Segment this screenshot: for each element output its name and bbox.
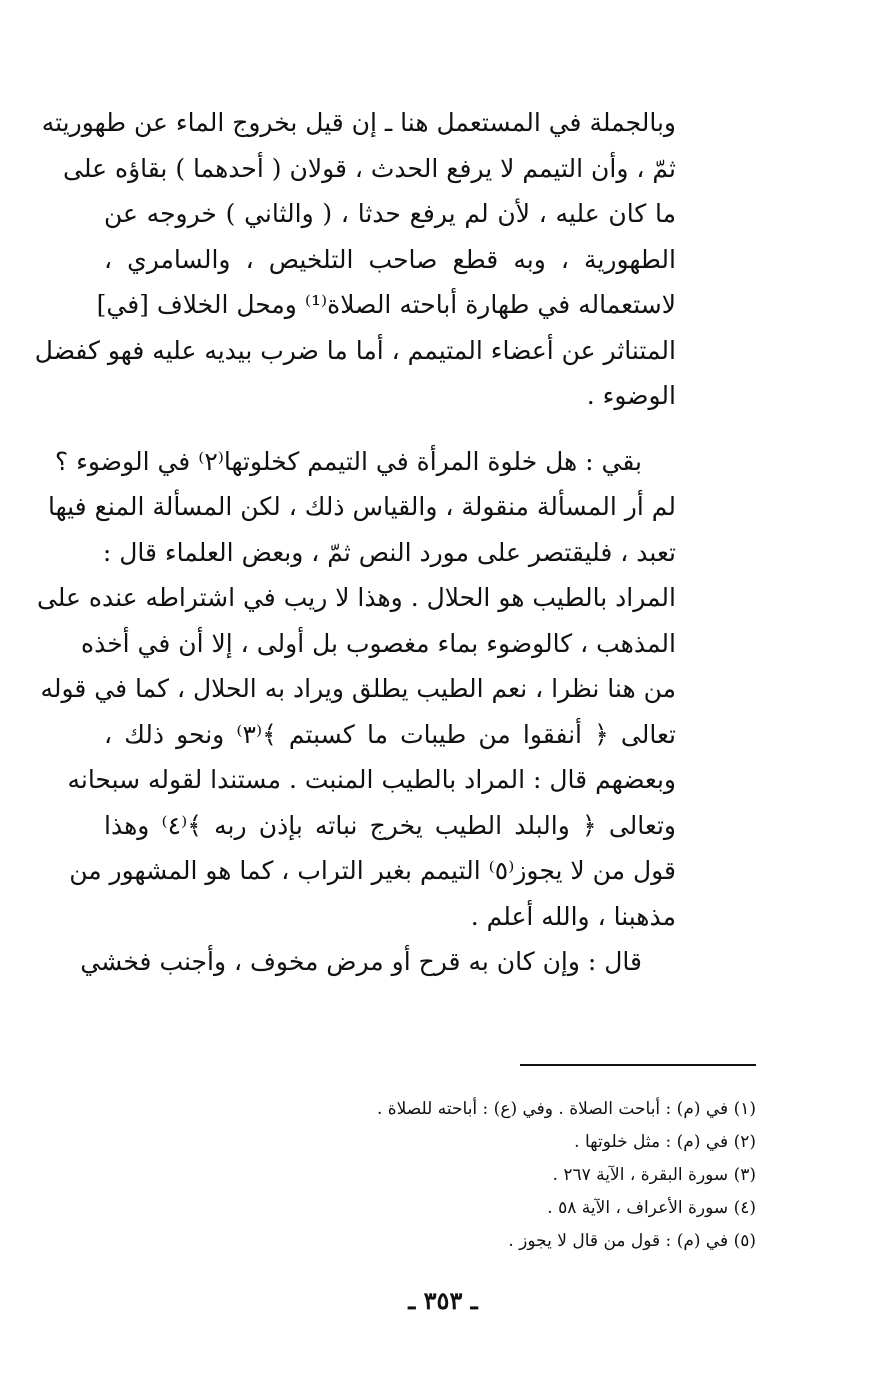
text-line: تعبد ، فليقتصر على مورد النص ثمّ ، وبعض العلماء قال : <box>102 537 676 567</box>
footnote-4: (٤) سورة الأعراف ، الآية ٥٨ . <box>547 1198 756 1218</box>
quran-verse-line: تعالى ﴿ أنفقوا من طيبات ما كسبتم ﴾⁽٣⁾ ونحو ذلك ، <box>104 719 677 749</box>
page-number: ـ ٣٥٣ ـ <box>408 1286 478 1315</box>
footnotes <box>300 1093 756 1258</box>
text-line: لاستعماله في طهارة أباحته الصلاة⁽¹⁾ ومحل الخلاف [في] <box>96 290 676 319</box>
footnote-3: (٣) سورة البقرة ، الآية ٢٦٧ . <box>552 1165 756 1185</box>
paragraph-1 <box>34 100 676 419</box>
text-line: وبالجملة في المستعمل هنا ـ إن قيل بخروج الماء عن طهوريته <box>41 108 676 137</box>
footnote-separator <box>520 1064 756 1066</box>
text-line: قول من لا يجوز⁽٥⁾ التيمم بغير التراب ، كما هو المشهور من <box>69 856 676 885</box>
text-line: وبعضهم قال : المراد بالطيب المنبت . مستندا لقوله سبحانه <box>67 765 676 794</box>
footnote-5: (٥) في (م) : قول من قال لا يجوز . <box>508 1231 756 1251</box>
quran-verse-line: وتعالى ﴿ والبلد الطيب يخرج نباته بإذن ربه ﴾⁽٤⁾ وهذا <box>104 810 676 840</box>
text-line: المراد بالطيب هو الحلال . وهذا لا ريب في اشتراطه عنده على <box>36 583 676 612</box>
text-line: بقي : هل خلوة المرأة في التيمم كخلوتها⁽٢⁾ في الوضوء ؟ <box>54 446 642 476</box>
text-line: قال : وإن كان به قرح أو مرض مخوف ، وأجنب فخشي <box>80 947 642 976</box>
text-line: المذهب ، كالوضوء بماء مغصوب بل أولى ، إلا أن في أخذه <box>80 628 676 658</box>
text-line: المتناثر عن أعضاء المتيمم ، أما ما ضرب بيديه عليه فهو كفضل <box>34 335 676 365</box>
paragraph-3 <box>80 939 676 985</box>
text-line: ما كان عليه ، لأن لم يرفع حدثا ، ( والثاني ) خروجه عن <box>104 199 676 228</box>
footnote-2: (٢) في (م) : مثل خلوتها . <box>574 1132 756 1152</box>
text-line: الطهورية ، وبه قطع صاحب التلخيص ، والسامري ، <box>104 244 676 274</box>
text-line: مذهبنا ، والله أعلم . <box>470 901 676 931</box>
text-line: ثمّ ، وأن التيمم لا يرفع الحدث ، قولان ( أحدهما ) بقاؤه على <box>63 153 676 183</box>
text-line: من هنا نظرا ، نعم الطيب يطلق ويراد به الحلال ، كما في قوله <box>40 674 676 703</box>
text-line: لم أر المسألة منقولة ، والقياس ذلك ، لكن المسألة المنع فيها <box>48 492 676 521</box>
text-line: الوضوء . <box>586 381 676 410</box>
main-text <box>34 100 677 985</box>
paragraph-2 <box>36 439 677 940</box>
footnote-1: (١) في (م) : أباحت الصلاة . وفي (ع) : أباحته للصلاة . <box>376 1099 756 1119</box>
